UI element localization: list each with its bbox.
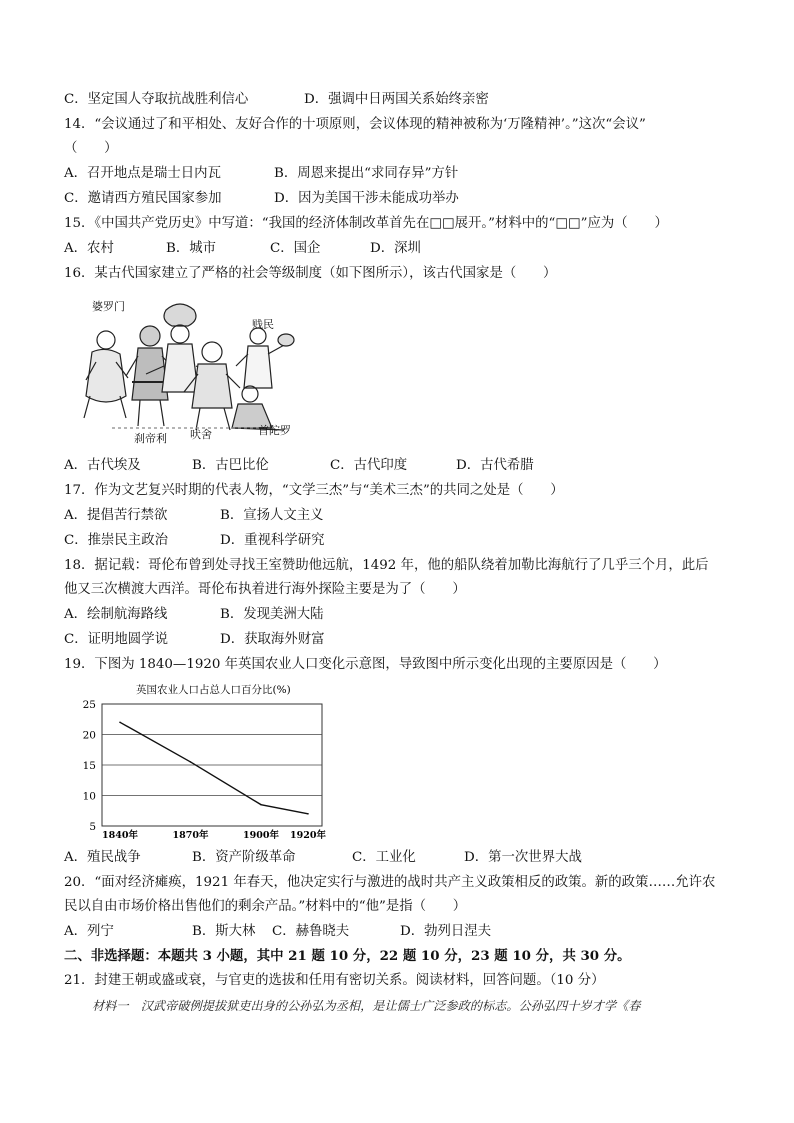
q14-stem: 14．“会议通过了和平相处、友好合作的十项原则，会议体现的精神被称为‘万隆精神’。”这次“会议” [64, 117, 646, 132]
series-line [120, 722, 308, 814]
q14-answer-blank: （ ） [64, 141, 118, 156]
q18-option-b: B．发现美洲大陆 [220, 607, 324, 622]
q16-option-c: C．古代印度 [330, 458, 408, 473]
q16-stem: 16．某古代国家建立了严格的社会等级制度（如下图所示），该古代国家是（ ） [64, 266, 557, 281]
q19-option-c: C．工业化 [352, 850, 416, 865]
x-tick-label: 1900年 [243, 830, 279, 841]
q17-stem: 17．作为文艺复兴时期的代表人物，“文学三杰”与“美术三杰”的共同之处是（ ） [64, 483, 564, 498]
data-point [260, 804, 262, 806]
data-point [190, 761, 192, 763]
agriculture-population-chart [70, 680, 340, 845]
q15-option-d: D．深圳 [370, 241, 421, 256]
y-tick-label: 20 [82, 729, 96, 742]
x-tick-label: 1870年 [172, 830, 209, 841]
chart-y-tick-labels [83, 699, 96, 833]
label-vaishya: 吠舍 [190, 428, 212, 441]
q15-option-a: A．农村 [64, 241, 114, 256]
q20-stem-line1: 20．“面对经济瘫痪，1921 年春天，他决定实行与激进的战时共产主义政策相反的政策。新的政策……允许农 [64, 875, 716, 890]
q19-option-b: B．资产阶级革命 [192, 850, 296, 865]
chart-x-tick-labels [102, 829, 326, 841]
q15-option-b: B．城市 [166, 241, 217, 256]
q18-option-a: A．绘制航海路线 [64, 607, 168, 622]
q19-option-a: A．殖民战争 [64, 850, 141, 865]
q16-option-b: B．古巴比伦 [192, 458, 269, 473]
chart-grid [102, 704, 322, 826]
q16-option-a: A．古代埃及 [64, 458, 141, 473]
y-tick-label: 25 [82, 699, 96, 711]
x-tick-label: 1840年 [102, 830, 138, 841]
q19-stem: 19．下图为 1840—1920 年英国农业人口变化示意图，导致图中所示变化出现的主要原因是（ ） [64, 657, 667, 672]
q14-option-d: D．因为美国干涉未能成功举办 [274, 191, 459, 206]
q18-stem-line2: 他又三次横渡大西洋。哥伦布执着进行海外探险主要是为了（ ） [64, 582, 466, 597]
q18-stem-line1: 18．据记载：哥伦布曾到处寻找王室赞助他远航，1492 年，他的船队绕着加勒比海航行了几乎三个月，此后 [64, 558, 709, 573]
q15-stem: 15．《中国共产党历史》中写道：“我国的经济体制改革首先在□□展开。”材料中的“□□”应为（ ） [64, 216, 668, 231]
q16-option-d: D．古代希腊 [456, 458, 534, 473]
x-tick-label: 1920年 [290, 830, 326, 841]
y-tick-label: 15 [82, 760, 96, 772]
q17-option-a: A．提倡苦行禁欲 [64, 508, 168, 523]
label-shudra: 首陀罗 [258, 424, 291, 437]
vaishya-figure [192, 364, 232, 408]
q13-option-c: C．坚定国人夺取抗战胜利信心 [64, 92, 249, 107]
q21-stem: 21．封建王朝或盛或衰，与官吏的选拔和任用有密切关系。阅读材料，回答问题。（10 分） [64, 973, 605, 988]
q19-option-d: D．第一次世界大战 [464, 850, 582, 865]
caste-illustration [72, 296, 298, 445]
q20-option-a: A．列宁 [64, 924, 114, 939]
q14-option-c: C．邀请西方殖民国家参加 [64, 191, 222, 206]
data-point [119, 722, 121, 724]
data-point [307, 813, 309, 815]
chart-series-lines [119, 722, 309, 815]
untouchable-figure [244, 346, 272, 388]
q17-option-b: B．宣扬人文主义 [220, 508, 324, 523]
brahmin-figure [97, 331, 115, 349]
section-two-heading: 二、非选择题：本题共 3 小题，其中 21 题 10 分，22 题 10 分，23 题 10 分，共 30 分。 [64, 948, 631, 964]
q20-option-d: D．勃列日涅夫 [400, 924, 492, 939]
q17-option-d: D．重视科学研究 [220, 533, 325, 548]
y-tick-label: 10 [82, 790, 96, 803]
q13-option-d: D．强调中日两国关系始终亲密 [304, 92, 489, 107]
q20-stem-line2: 民以自由市场价格出售他们的剩余产品。”材料中的“他”是指（ ） [64, 899, 467, 914]
label-kshatriya: 刹帝利 [134, 432, 167, 445]
q18-option-c: C．证明地圆学说 [64, 632, 168, 647]
chart-svg [70, 680, 340, 845]
q20-option-b: B．斯大林 [192, 924, 256, 939]
q14-option-b: B．周恩来提出“求同存异”方针 [274, 166, 459, 181]
chart-title: 英国农业人口占总人口百分比(%) [136, 684, 291, 696]
q15-option-c: C．国企 [270, 241, 321, 256]
q18-option-d: D．获取海外财富 [220, 632, 325, 647]
q17-option-c: C．推崇民主政治 [64, 533, 168, 548]
y-tick-label: 5 [89, 821, 96, 833]
label-untouchable: 贱民 [252, 318, 274, 331]
label-brahmin: 婆罗门 [92, 300, 125, 313]
q21-material-one: 材料一 汉武帝破例提拔狱吏出身的公孙弘为丞相，是让儒士广泛参政的标志。公孙弘四十岁才学《春 [92, 999, 641, 1013]
q20-option-c: C．赫鲁晓夫 [272, 924, 350, 939]
q14-option-a: A．召开地点是瑞士日内瓦 [64, 166, 221, 181]
